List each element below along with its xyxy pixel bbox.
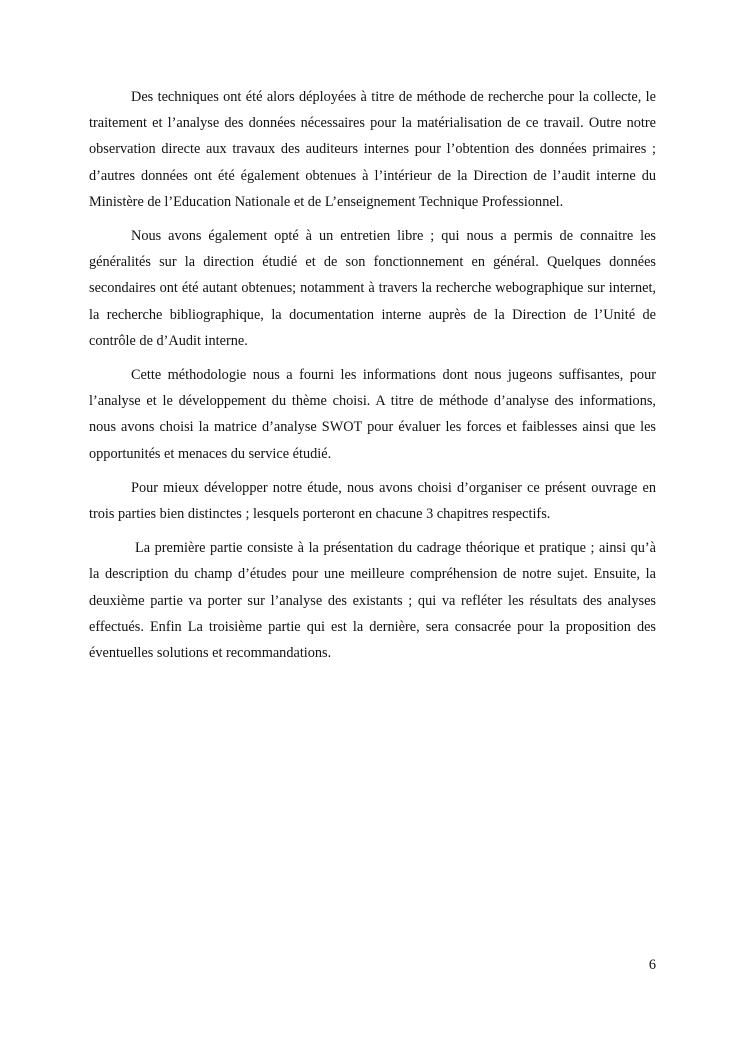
page-number: 6 <box>648 957 656 973</box>
paragraph-methods: Des techniques ont été alors déployées à titre de méthode de recherche pour la collecte, le traitement et l’analyse des données nécessaires pour la matérialisation de ce travail. Outre notre observation directe aux travaux des auditeurs internes pour l’obtention des données primaires ; d’autres données ont été également obtenues à l’intérieur de la Direction de l’audit interne du Ministère de l’Education Nationale et de L’enseignement Technique Professionnel. <box>89 89 656 210</box>
paragraph-parts: La première partie consiste à la présentation du cadrage théorique et pratique ; ainsi qu’à la description du champ d’études pour une meilleure compréhension de notre sujet. Ensuite, la deuxième partie va porter sur l’analyse des existants ; qui va refléter les résultats des analyses effectués. Enfin La troisième partie qui est la dernière, sera consacrée pour la proposition des éventuelles solutions et recommandations. <box>89 540 656 662</box>
paragraph-methodology: Cette méthodologie nous a fourni les informations dont nous jugeons suffisantes, pour l’analyse et le développement du thème choisi. A titre de méthode d’analyse des informations, nous avons choisi la matrice d’analyse SWOT pour évaluer les forces et faiblesses ainsi que les opportunités et menaces du service étudié. <box>89 367 656 462</box>
body-text <box>89 84 656 666</box>
paragraph-interview: Nous avons également opté à un entretien libre ; qui nous a permis de connaitre les généralités sur la direction étudié et de son fonctionnement en général. Quelques données secondaires ont été autant obtenues; notamment à travers la recherche webographique sur internet, la recherche bibliographique, la documentation interne auprès de la Direction de l’Unité de contrôle de d’Audit interne. <box>89 228 656 349</box>
paragraph-structure: Pour mieux développer notre étude, nous avons choisi d’organiser ce présent ouvrage en trois parties bien distinctes ; lesquels porteront en chacune 3 chapitres respectifs. <box>89 479 656 523</box>
